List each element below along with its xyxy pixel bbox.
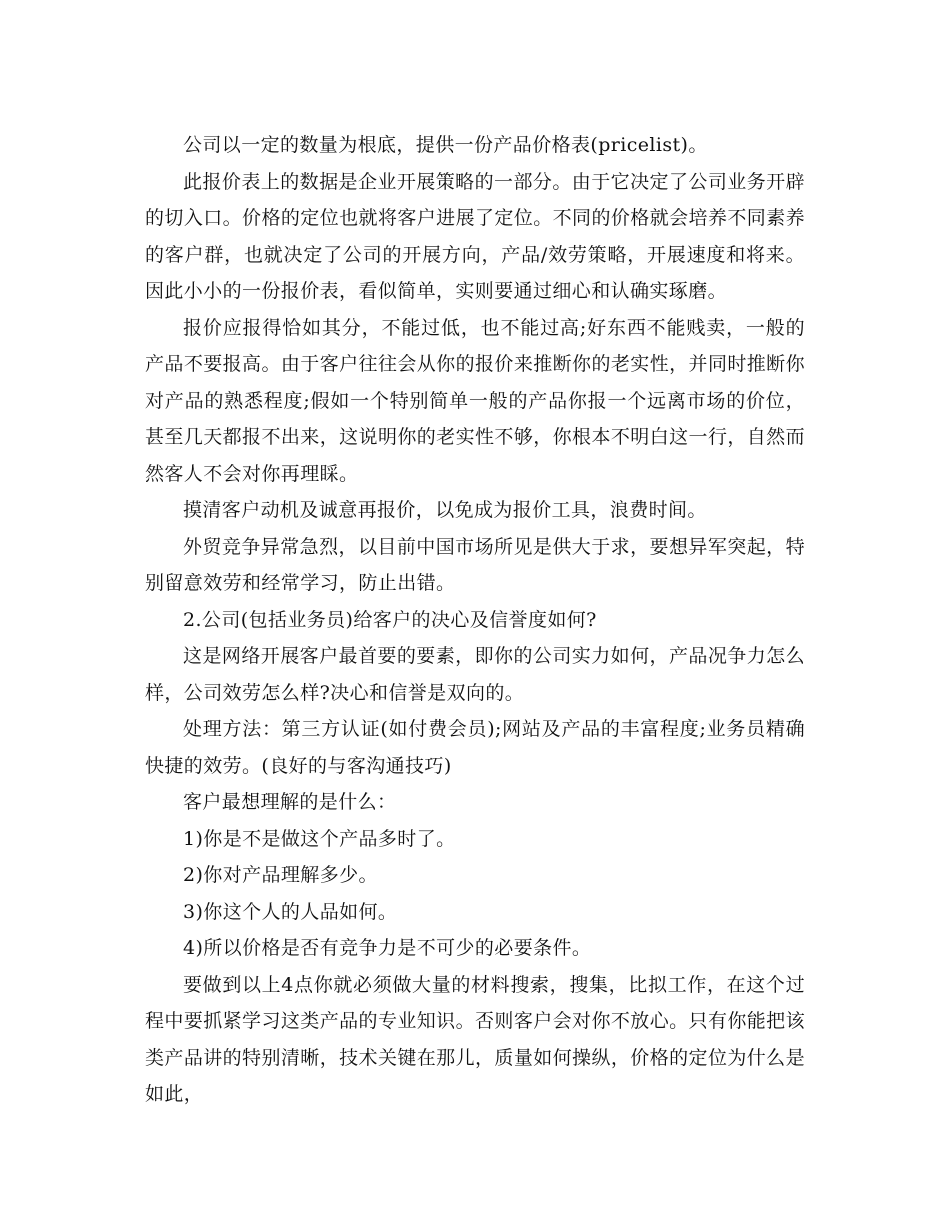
paragraph-methods: 处理方法：第三方认证(如付费会员);网站及产品的丰富程度;业务员精确快捷的效劳。(良好的与客沟通技巧)	[145, 718, 805, 777]
paragraph-quote-strategy: 此报价表上的数据是企业开展策略的一部分。由于它决定了公司业务开辟的切入口。价格的定位也就将客户进展了定位。不同的价格就会培养不同素养的客户群，也就决定了公司的开展方向，产品/效劳策略，开展速度和将来。因此小小的一份报价表，看似简单，实则要通过细心和认确实琢磨。	[145, 170, 805, 302]
paragraph-research: 要做到以上4点你就必须做大量的材料搜索，搜集，比拟工作，在这个过程中要抓紧学习这类产品的专业知识。否则客户会对你不放心。只有你能把该类产品讲的特别清晰，技术关键在那儿，质量如何操纵，价格的定位为什么是如此，	[145, 973, 805, 1105]
list-item-2: 2)你对产品理解多少。	[183, 864, 378, 886]
paragraph-price-list: 公司以一定的数量为根底，提供一份产品价格表(pricelist)。	[183, 134, 708, 156]
list-item-4: 4)所以价格是否有竞争力是不可少的必要条件。	[183, 937, 592, 959]
paragraph-client-wants: 客户最想理解的是什么：	[183, 791, 397, 813]
list-item-3: 3)你这个人的人品如何。	[183, 900, 398, 923]
paragraph-competition: 外贸竞争异常急烈，以目前中国市场所见是供大于求，要想异军突起，特别留意效劳和经常学习，防止出错。	[145, 535, 805, 594]
list-item-1: 1)你是不是做这个产品多时了。	[183, 827, 456, 850]
paragraph-trust-factors: 这是网络开展客户最首要的要素，即你的公司实力如何，产品况争力怎么样，公司效劳怎么样?决心和信誉是双向的。	[145, 645, 805, 704]
paragraph-heading-trust: 2.公司(包括业务员)给客户的决心及信誉度如何?	[183, 608, 597, 631]
paragraph-client-motive: 摸清客户动机及诚意再报价，以免成为报价工具，浪费时间。	[183, 499, 707, 521]
paragraph-quote-level: 报价应报得恰如其分，不能过低，也不能过高;好东西不能贱卖，一般的产品不要报高。由于客户往往会从你的报价来推断你的老实性，并同时推断你对产品的熟悉程度;假如一个特别简单一般的产品你报一个远离市场的价位，甚至几天都报不出来，这说明你的老实性不够，你根本不明白这一行，自然而然客人不会对你再理睬。	[145, 316, 805, 485]
document-body	[145, 127, 805, 1113]
